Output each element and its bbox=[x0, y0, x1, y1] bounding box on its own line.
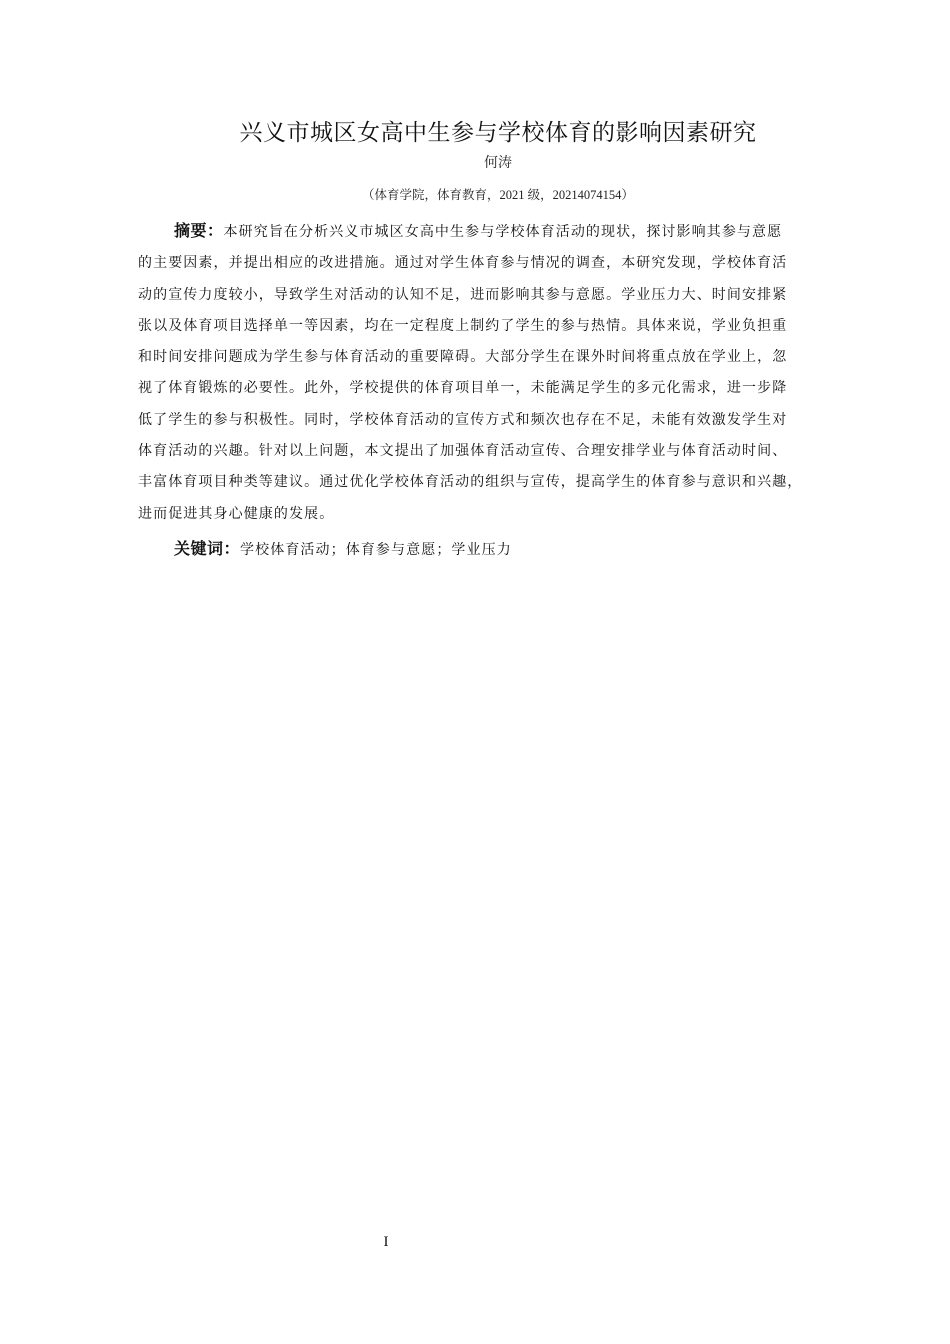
paper-title: 兴义市城区女高中生参与学校体育的影响因素研究 bbox=[239, 120, 757, 146]
abstract-section bbox=[138, 215, 860, 530]
author-affiliation: （体育学院，体育教育，2021 级，20214074154） bbox=[362, 188, 634, 202]
keywords-text: 学校体育活动；体育参与意愿；学业压力 bbox=[240, 542, 512, 558]
keywords-section bbox=[174, 536, 874, 563]
page-number: I bbox=[383, 1234, 389, 1250]
abstract-line: 的主要因素，并提出相应的改进措施。通过对学生体育参与情况的调查，本研究发现，学校体育活 bbox=[138, 255, 788, 272]
abstract-line: 丰富体育项目种类等建议。通过优化学校体育活动的组织与宣传，提高学生的体育参与意识和兴趣， bbox=[138, 474, 803, 491]
abstract-line-text: 本研究旨在分析兴义市城区女高中生参与学校体育活动的现状，探讨影响其参与意愿 bbox=[223, 224, 783, 240]
abstract-line: 张以及体育项目选择单一等因素，均在一定程度上制约了学生的参与热情。具体来说，学业负担重 bbox=[138, 317, 788, 334]
abstract-label: 摘要： bbox=[174, 221, 224, 240]
abstract-line: 低了学生的参与积极性。同时，学校体育活动的宣传方式和频次也存在不足，未能有效激发学生对 bbox=[138, 411, 788, 428]
abstract-line: 体育活动的兴趣。针对以上问题，本文提出了加强体育活动宣传、合理安排学业与体育活动时间、 bbox=[138, 443, 788, 460]
keywords-label: 关键词： bbox=[174, 539, 241, 558]
abstract-line bbox=[138, 215, 860, 248]
abstract-line: 视了体育锻炼的必要性。此外，学校提供的体育项目单一，未能满足学生的多元化需求，进一步降 bbox=[138, 380, 788, 397]
abstract-line: 动的宣传力度较小，导致学生对活动的认知不足，进而影响其参与意愿。学业压力大、时间安排紧 bbox=[138, 286, 788, 303]
author-name: 何涛 bbox=[484, 155, 512, 171]
abstract-line: 和时间安排问题成为学生参与体育活动的重要障碍。大部分学生在课外时间将重点放在学业上，忽 bbox=[138, 349, 788, 366]
abstract-line: 进而促进其身心健康的发展。 bbox=[138, 505, 335, 522]
